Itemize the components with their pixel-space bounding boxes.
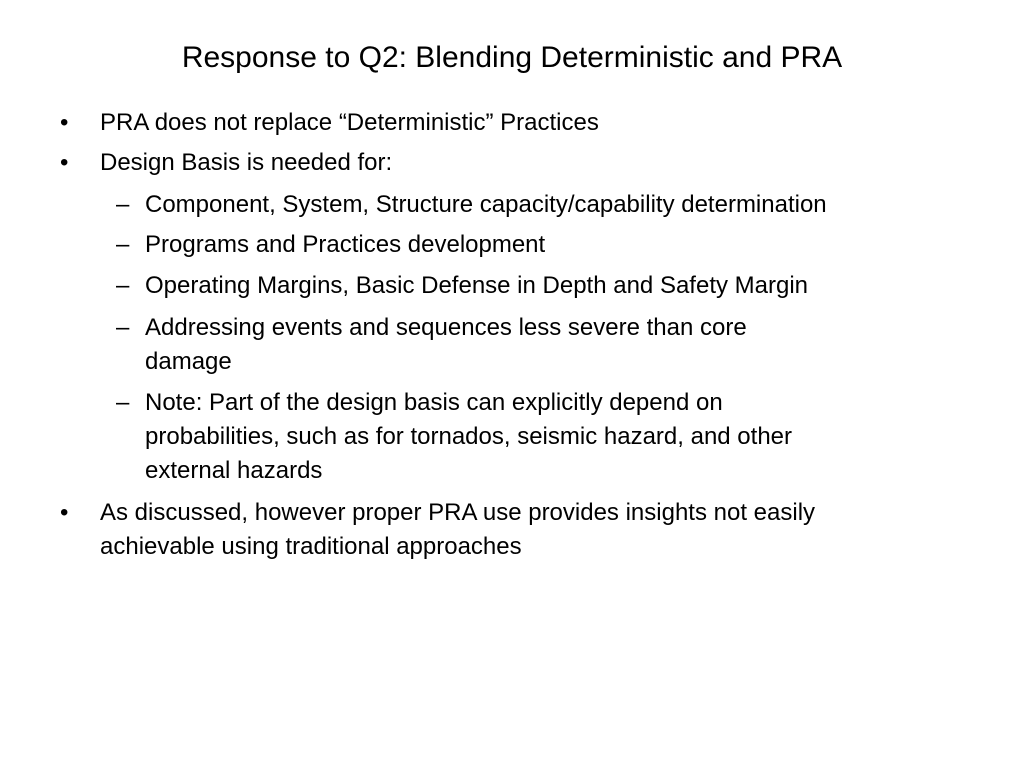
sub-bullet-text: Operating Margins, Basic Defense in Depth and Safety Margin — [145, 272, 809, 299]
sub-bullet-text: probabilities, such as for tornados, seismic hazard, and other — [145, 423, 793, 450]
sub-bullet-marker: – — [116, 191, 130, 218]
slide-title: Response to Q2: Blending Deterministic and PRA — [181, 41, 843, 74]
sub-bullet-text: damage — [145, 348, 232, 375]
bullet-marker: • — [60, 499, 69, 526]
sub-bullet-text: Note: Part of the design basis can explicitly depend on — [145, 389, 723, 416]
bullet-text: Design Basis is needed for: — [100, 149, 393, 176]
sub-bullet-text: Programs and Practices development — [145, 231, 546, 258]
sub-bullet-text: external hazards — [145, 457, 323, 484]
sub-bullet-marker: – — [116, 314, 130, 341]
bullet-text: PRA does not replace “Deterministic” Practices — [100, 109, 599, 136]
sub-bullet-text: Component, System, Structure capacity/capability determination — [145, 191, 827, 218]
sub-bullet-marker: – — [116, 231, 130, 258]
bullet-text: As discussed, however proper PRA use provides insights not easily — [100, 499, 816, 526]
sub-bullet-marker: – — [116, 389, 130, 416]
bullet-marker: • — [60, 149, 69, 176]
sub-bullet-marker: – — [116, 272, 130, 299]
sub-bullet-text: Addressing events and sequences less severe than core — [145, 314, 747, 341]
bullet-text: achievable using traditional approaches — [100, 533, 522, 560]
bullet-marker: • — [60, 109, 69, 136]
